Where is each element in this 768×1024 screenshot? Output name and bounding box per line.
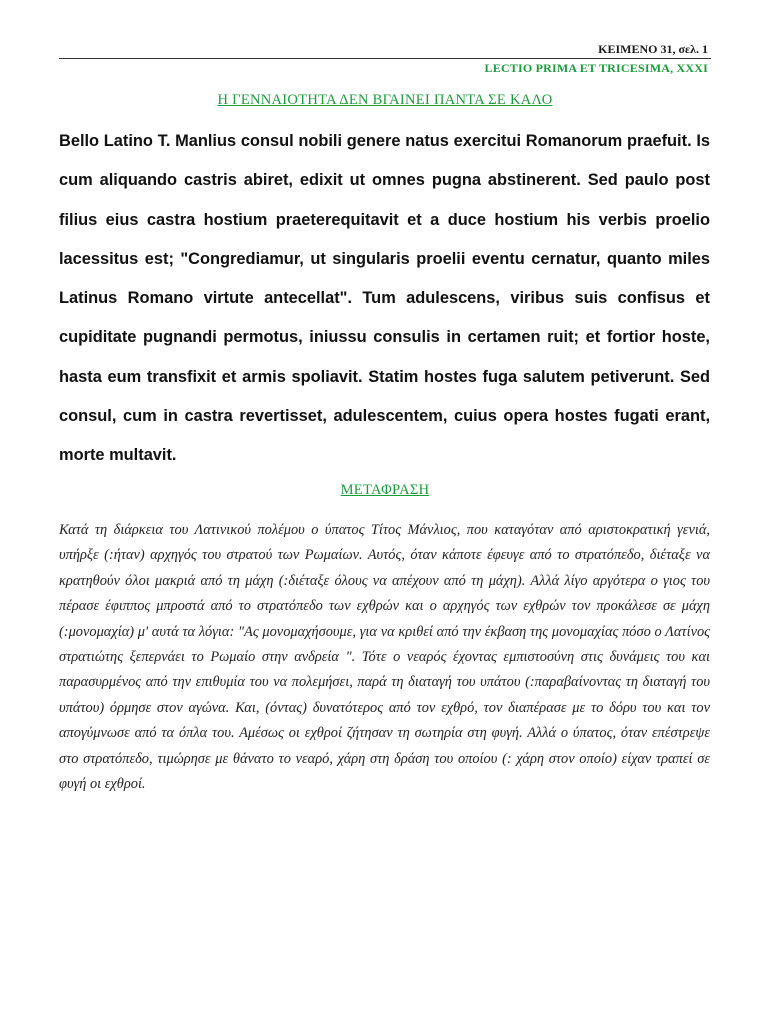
header-divider bbox=[59, 58, 711, 59]
page-label: ΚΕΙΜΕΝΟ 31, σελ. 1 bbox=[598, 42, 708, 56]
translation-text: Κατά τη διάρκεια του Λατινικού πολέμου ο ύπατος Τίτος Μάνλιος, που καταγόταν από αριστοκρατική γενιά, υπήρξε (:ήταν) αρχηγός του στρατού των Ρωμαίων. Αυτός, όταν κάποτε έφευγε από το στρατόπεδο, διέταξε να κρατηθούν όλοι μακριά από τη μάχη (:διέταξε όλους να απέχουν από τη μάχη). Αλλά λίγο αργότερα ο γιος του πέρασε έφιππος μπροστά από το στρατόπεδο των εχθρών και ο αρχηγός των εχθρών τον προκάλεσε σε μάχη (:μονομαχία) μ' αυτά τα λόγια: "Ας μονομαχήσουμε, για να κριθεί από την έκβαση της μονομαχίας πόσο ο Λατίνος στρατιώτης ξεπερνάει το Ρωμαίο στην ανδρεία ". Τότε ο νεαρός έχοντας εμπιστοσύνη στις δυνάμεις του και παρασυρμένος από την επιθυμία του να πολεμήσει, παρά τη διαταγή του υπάτου (:παραβαίνοντας τη διαταγή του υπάτου) όρμησε στον αγώνα. Και, (όντας) δυνατότερος από τον εχθρό, τον διαπέρασε με το δόρυ του και τον απογύμνωσε από τα όπλα του. Αμέσως οι εχθροί ζήτησαν τη σωτηρία στη φυγή. Αλλά ο ύπατος, όταν επέστρεψε στο στρατόπεδο, τιμώρησε με θάνατο το νεαρό, χάρη στη δράση του οποίου (: χάρη στον οποίο) είχαν τραπεί σε φυγή οι εχθροί. bbox=[59, 522, 710, 793]
translation-heading: ΜΕΤΑΦΡΑΣΗ bbox=[340, 482, 430, 498]
lesson-label: LECTIO PRIMA ET TRICESIMA, XXXI bbox=[484, 61, 708, 75]
document-title: Η ΓΕΝΝΑΙΟΤΗΤΑ ΔΕΝ ΒΓΑΙΝΕΙ ΠΑΝΤΑ ΣΕ ΚΑΛΟ bbox=[217, 92, 553, 108]
latin-text: Bello Latino T. Manlius consul nobili genere natus exercitui Romanorum praefuit. Is cum aliquando castris abiret, edixit ut omnes pugna abstinerent. Sed paulo post filius eius castra hostium praeterequitavit et a duce hostium his verbis proelio lacessitus est; "Congrediamur, ut singularis proelii eventu cernatur, quanto miles Latinus Romano virtute antecellat". Tum adulescens, viribus suis confisus et cupiditate pugnandi permotus, iniussu consulis in certamen ruit; et fortior hoste, hasta eum transfixit et armis spoliavit. Statim hostes fuga salutem petiverunt. Sed consul, cum in castra revertisset, adulescentem, cuius opera hostes fugati erant, morte multavit. bbox=[59, 132, 710, 465]
